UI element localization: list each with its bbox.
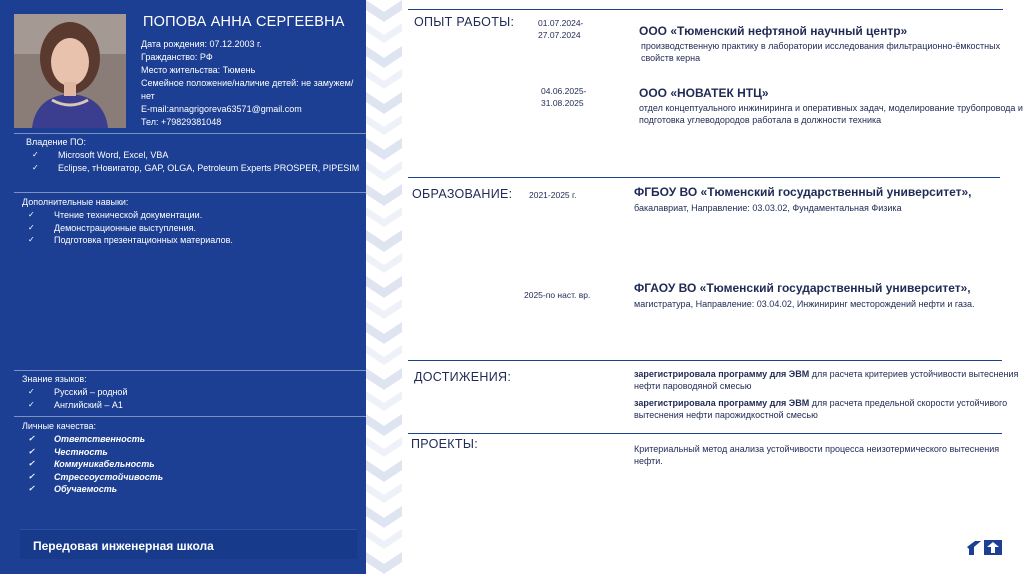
checkmark-icon: ✓	[28, 210, 35, 219]
software-title: Владение ПО:	[26, 137, 86, 147]
edu-1-org: ФГБОУ ВО «Тюменский государственный университет»,	[634, 185, 972, 199]
software-section	[26, 137, 361, 174]
job-1-desc: производственную практику в лаборатории исследования фильтрационно-ёмкостных свойств керна	[641, 41, 1001, 63]
school-name: Передовая инженерная школа	[33, 539, 214, 553]
checkmark-icon: ✓	[28, 484, 35, 493]
language-item: ✓ Английский – А1	[28, 399, 123, 410]
job-1-org: ООО «Тюменский нефтяной научный центр»	[639, 24, 908, 38]
languages-title: Знание языков:	[22, 374, 87, 384]
job-1-end: 27.07.2024	[538, 30, 581, 40]
software-item: ✓ Microsoft Word, Excel, VBA	[32, 150, 169, 160]
citizenship: Гражданство: РФ	[141, 52, 213, 62]
languages-section	[22, 374, 127, 411]
quality-item: ✓ Честность	[28, 446, 108, 457]
decorative-pattern	[366, 0, 402, 574]
checkmark-icon: ✓	[28, 446, 35, 456]
job-2-org: ООО «НОВАТЕК НТЦ»	[639, 86, 769, 100]
phone: Тел: +79829381048	[141, 117, 222, 127]
skill-item: ✓ Демонстрационные выступления.	[28, 222, 196, 233]
achievement-2: зарегистрировала программу для ЭВМ для расчета предельной скорости устойчивого вытеснения нефти парожидкостной смесью	[634, 398, 1008, 420]
edu-1-period: 2021-2025 г.	[529, 190, 577, 200]
birth-date: Дата рождения: 07.12.2003 г.	[141, 39, 262, 49]
projects-title: ПРОЕКТЫ:	[411, 437, 478, 451]
checkmark-icon: ✓	[28, 399, 35, 409]
extra-skills-section	[22, 197, 233, 247]
achievement-1: зарегистрировала программу для ЭВМ для расчета критериев устойчивости вытеснения нефти пароводяной смесью	[634, 369, 1019, 391]
checkmark-icon: ✓	[32, 150, 39, 159]
edu-2-period: 2025-по наст. вр.	[524, 290, 591, 300]
quality-item: ✓ Стрессоустойчивость	[28, 471, 164, 482]
divider	[408, 433, 1002, 434]
divider	[408, 177, 1000, 178]
profile-photo	[14, 14, 126, 128]
personal-qualities-section	[22, 421, 163, 496]
checkmark-icon: ✓	[28, 471, 35, 481]
school-footer	[20, 529, 357, 559]
edu-1-desc: бакалавриат, Направление: 03.03.02, Фундаментальная Физика	[634, 203, 902, 213]
extra-skills-title: Дополнительные навыки:	[22, 197, 129, 207]
divider	[14, 370, 366, 371]
skill-item: ✓ Подготовка презентационных материалов.	[28, 235, 233, 245]
divider	[14, 416, 366, 417]
education-title: ОБРАЗОВАНИЕ:	[412, 187, 513, 201]
divider	[408, 360, 1002, 361]
edu-2-org: ФГАОУ ВО «Тюменский государственный университет»,	[634, 281, 971, 295]
software-item: ✓ Eclipse, тНовигатор, GAP, OLGA, Petroleum Experts PROSPER, PIPESIM	[32, 162, 360, 173]
divider	[408, 9, 1003, 10]
checkmark-icon: ✓	[28, 387, 35, 396]
logo-icon	[966, 539, 1004, 556]
person-name: ПОПОВА АННА СЕРГЕЕВНА	[143, 14, 345, 30]
quality-item: ✓ Обучаемость	[28, 484, 118, 494]
job-2-desc: отдел концептуального инжиниринга и оперативных задач, моделирование трубопровода и подготовка углеводородов работала в должности техника	[639, 103, 1023, 125]
checkmark-icon: ✓	[28, 434, 35, 443]
divider	[14, 192, 366, 193]
email: E-mail:annagrigoreva63571@gmail.com	[141, 104, 302, 114]
personal-qualities-title: Личные качества:	[22, 421, 97, 431]
language-item: ✓ Русский – родной	[28, 387, 128, 397]
checkmark-icon: ✓	[32, 162, 39, 172]
job-2-end: 31.08.2025	[541, 98, 584, 108]
family-status: Семейное положение/наличие детей: не замужем/нет	[141, 78, 354, 101]
personal-info	[141, 38, 359, 129]
skill-item: ✓ Чтение технической документации.	[28, 210, 203, 220]
checkmark-icon: ✓	[28, 235, 35, 244]
experience-title: ОПЫТ РАБОТЫ:	[414, 15, 515, 29]
quality-item: ✓ Коммуникабельность	[28, 459, 155, 469]
achievements-title: ДОСТИЖЕНИЯ:	[414, 370, 512, 384]
checkmark-icon: ✓	[28, 459, 35, 468]
divider	[14, 133, 366, 134]
quality-item: ✓ Ответственность	[28, 434, 146, 444]
residence: Место жительства: Тюмень	[141, 65, 256, 75]
job-1-start: 01.07.2024-	[538, 18, 584, 28]
edu-2-desc: магистратура, Направление: 03.04.02, Инжиниринг месторождений нефти и газа.	[634, 299, 975, 309]
checkmark-icon: ✓	[28, 222, 35, 232]
job-2-start: 04.06.2025-	[541, 86, 587, 96]
project-desc: Критериальный метод анализа устойчивости процесса неизотермического вытеснения нефти.	[634, 444, 1000, 466]
profile-panel	[0, 0, 366, 574]
